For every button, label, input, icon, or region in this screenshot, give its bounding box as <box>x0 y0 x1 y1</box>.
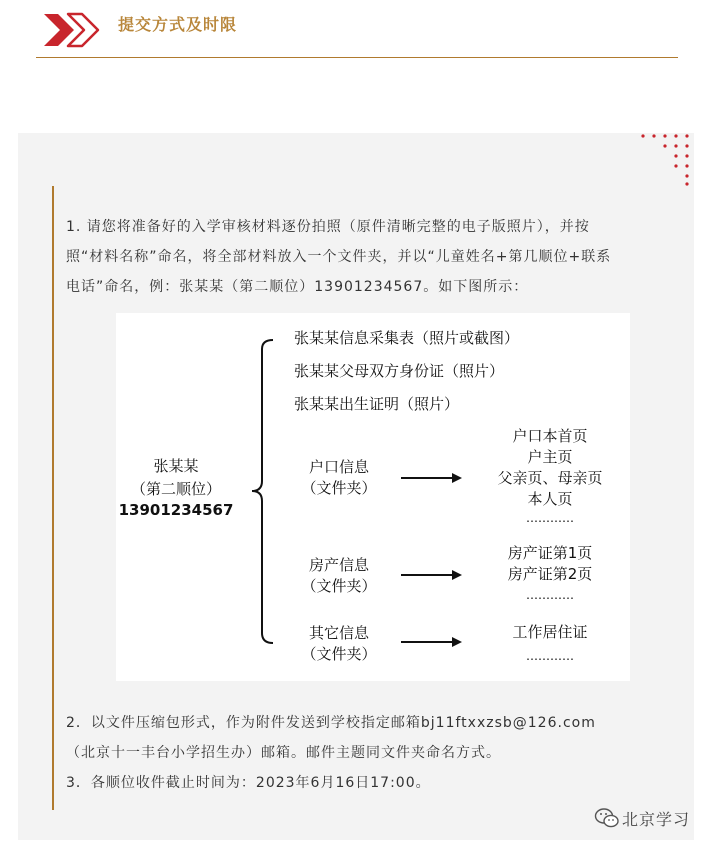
folder-structure-diagram <box>116 313 630 681</box>
folder-ellipsis: ………… <box>526 649 574 663</box>
folder-note: （文件夹） <box>301 479 377 497</box>
step3-line: 3．各顺位收件截止时间为：2023年6月16日17:00。 <box>66 775 431 791</box>
step1-line-3: 电话”命名，例：张某某（第二顺位）13901234567。如下图所示： <box>66 279 529 295</box>
folder-item: 父亲页、母亲页 <box>497 469 603 487</box>
folder-item: 工作居住证 <box>512 623 588 641</box>
watermark-text: 北京学习 <box>622 810 691 829</box>
folder-note: （文件夹） <box>301 577 377 595</box>
root-phone: 13901234567 <box>118 501 234 519</box>
folder-item: 户主页 <box>527 448 573 466</box>
step1-line-2: 照“材料名称”命名，将全部材料放入一个文件夹，并以“儿童姓名+第几顺位+联系 <box>66 249 612 265</box>
file-item: 张某某信息采集表（照片或截图） <box>294 329 520 347</box>
folder-item: 本人页 <box>527 490 573 508</box>
root-name: 张某某 <box>153 457 199 475</box>
file-item: 张某某出生证明（照片） <box>294 395 460 413</box>
folder-item: 房产证第2页 <box>507 565 593 583</box>
folder-name-hukou: 户口信息 <box>308 458 370 476</box>
step2-line-2: （北京十一丰台小学招生办）邮箱。邮件主题同文件夹命名方式。 <box>66 745 501 761</box>
header-divider <box>36 57 678 58</box>
watermark <box>592 804 702 832</box>
root-order: （第二顺位） <box>130 480 222 498</box>
folder-item: 户口本首页 <box>512 427 588 445</box>
file-item: 张某某父母双方身份证（照片） <box>294 362 505 380</box>
folder-item: 房产证第1页 <box>507 544 593 562</box>
step1-line-1: 1. 请您将准备好的入学审核材料逐份拍照（原件清晰完整的电子版照片），并按 <box>66 219 590 235</box>
folder-ellipsis: ………… <box>526 511 574 525</box>
step2-line-1: 2．以文件压缩包形式，作为附件发送到学校指定邮箱bj11ftxxzsb@126.com <box>66 715 596 731</box>
folder-name-other: 其它信息 <box>308 624 370 642</box>
folder-name-property: 房产信息 <box>308 556 370 574</box>
folder-note: （文件夹） <box>301 645 377 663</box>
section-title: 提交方式及时限 <box>118 15 238 34</box>
section-header <box>0 0 712 60</box>
dot-pattern-decoration <box>634 132 696 188</box>
double-chevron-icon <box>40 10 102 50</box>
folder-ellipsis: ………… <box>526 588 574 602</box>
wechat-icon <box>594 807 620 829</box>
accent-vertical-line <box>52 186 54 810</box>
